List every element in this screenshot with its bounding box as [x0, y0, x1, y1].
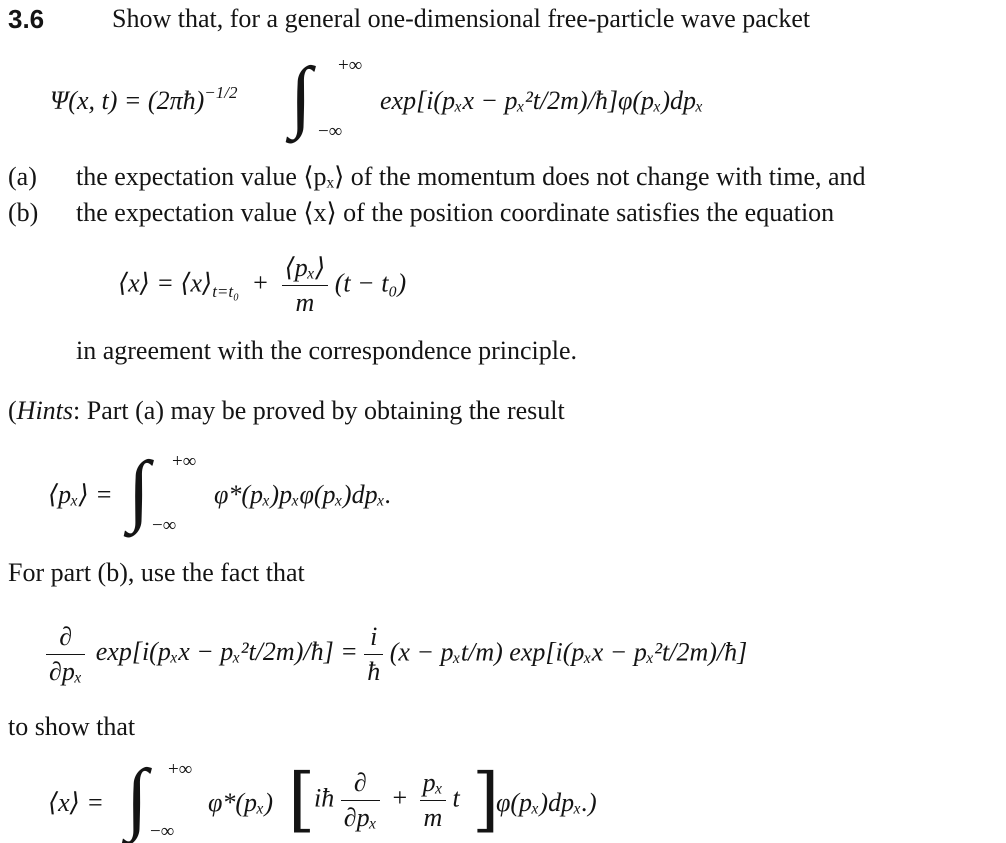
- x-fraction: [282, 255, 329, 316]
- x-fraction-numerator: ⟨pₓ⟩: [282, 255, 329, 286]
- psi-lower-limit: −∞: [318, 121, 343, 142]
- hints-label: Hints: [16, 396, 74, 425]
- final-plus: +: [392, 783, 408, 813]
- part-b-hint: For part (b), use the fact that: [8, 558, 305, 587]
- x-fraction-denominator: m: [295, 288, 315, 317]
- psi-integrand: exp[i(pₓx − pₓ²t/2m)/ħ]φ(pₓ)dpₓ: [380, 86, 704, 115]
- part-b-label: (b): [8, 198, 39, 227]
- hints-text: : Part (a) may be proved by obtaining the result: [73, 396, 565, 425]
- final-tail: φ(pₓ)dpₓ.): [496, 788, 597, 817]
- final-bracket-right: ]: [472, 758, 500, 840]
- integral-sign: ∫: [128, 446, 150, 534]
- to-show-text: to show that: [8, 712, 136, 741]
- part-a-label: (a): [8, 162, 37, 191]
- deriv-numerator: ∂: [46, 624, 85, 655]
- part-a-text: the expectation value ⟨pₓ⟩ of the momentum does not change with time, and: [76, 162, 866, 191]
- final-lower-limit: −∞: [150, 821, 175, 842]
- part-b-text: the expectation value ⟨x⟩ of the position coordinate satisfies the equation: [76, 198, 835, 227]
- deriv-denominator-2: ħ: [367, 657, 381, 686]
- deriv-fraction: [46, 624, 85, 685]
- deriv-left: exp[i(pₓx − pₓ²t/2m)/ħ] =: [95, 637, 358, 667]
- final-numerator-2: pₓ: [420, 770, 446, 801]
- x-tail: (t − t₀): [334, 268, 407, 298]
- integral-sign: ∫: [290, 52, 312, 140]
- final-fraction-2: [420, 770, 446, 831]
- deriv-denominator: ∂pₓ: [49, 657, 83, 686]
- psi-exponent: −1/2: [204, 83, 238, 102]
- final-bracket-body: [314, 770, 460, 831]
- final-numerator: ∂: [341, 770, 380, 801]
- final-phi-star: φ*(pₓ): [208, 788, 274, 817]
- deriv-fraction-2: [364, 624, 383, 685]
- agreement-text: in agreement with the correspondence principle.: [76, 336, 578, 365]
- p-lhs: ⟨pₓ⟩ =: [48, 480, 113, 509]
- psi-lhs: Ψ(x, t) = (2πħ)$^{-1/2}$: [50, 83, 238, 115]
- p-lower-limit: −∞: [152, 515, 177, 536]
- deriv-right: (x − pₓt/m) exp[i(pₓx − pₓ²t/2m)/ħ]: [389, 637, 748, 667]
- final-denominator-2: m: [423, 803, 443, 832]
- final-bracket-left: [: [288, 758, 316, 840]
- equation-x: ⟨x⟩ = $⟨x⟩_{t=t_0}$ + $\frac{\text{⟨pₓ⟩}}{m}$ (t − t₀): [118, 253, 407, 317]
- x-lhs: ⟨x⟩ = ⟨x⟩: [118, 268, 213, 298]
- psi-upper-limit: +∞: [338, 55, 363, 76]
- p-integrand: φ*(pₓ)pₓφ(pₓ)dpₓ.: [214, 480, 392, 509]
- x-subscript: t=t₀: [212, 282, 240, 302]
- p-upper-limit: +∞: [172, 451, 197, 472]
- problem-number: 3.6: [8, 4, 45, 34]
- final-fraction: [341, 770, 380, 831]
- problem-statement: Show that, for a general one-dimensional free-particle wave packet: [112, 4, 811, 33]
- final-t: t: [452, 783, 460, 813]
- final-ih: iħ: [314, 783, 335, 813]
- equation-deriv: [46, 624, 747, 685]
- final-denominator: ∂pₓ: [343, 803, 377, 832]
- integral-sign: ∫: [126, 754, 148, 842]
- hints-paragraph: (Hints: Part (a) may be proved by obtaining the result: [8, 396, 565, 425]
- final-upper-limit: +∞: [168, 759, 193, 780]
- deriv-numerator-2: i: [364, 624, 383, 655]
- final-lhs: ⟨x⟩ =: [48, 788, 104, 817]
